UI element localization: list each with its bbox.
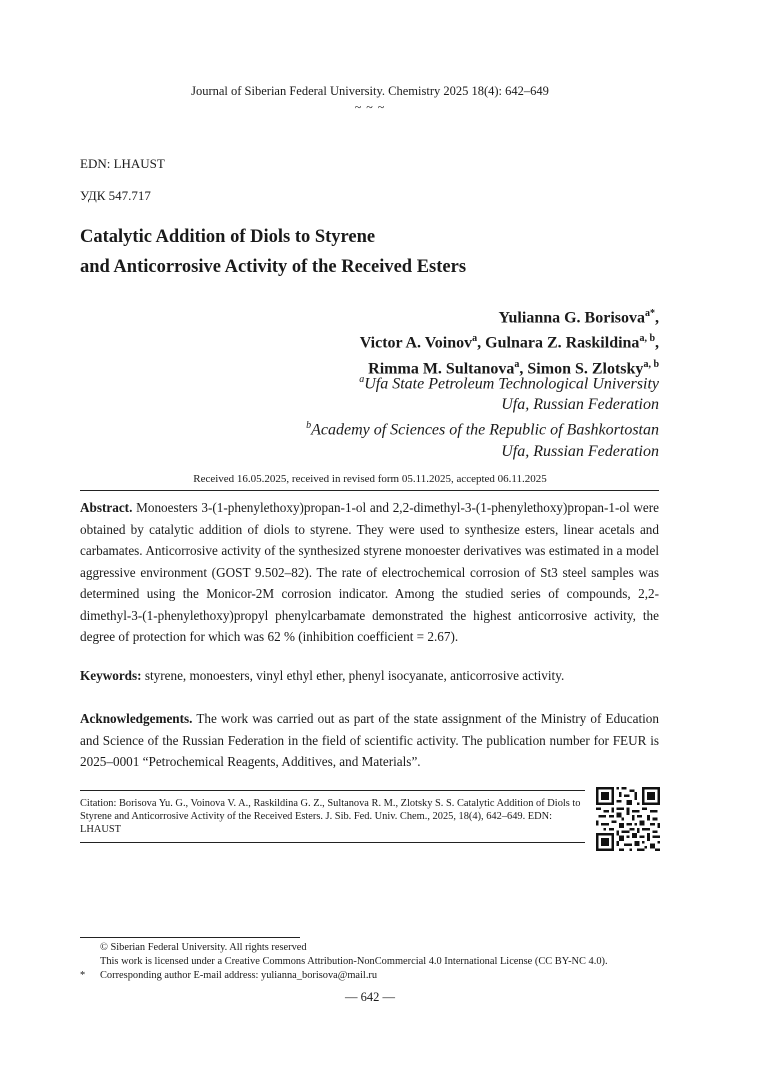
affiliation-mark: b (306, 420, 312, 432)
received-dates: Received 16.05.2025, received in revised form 05.11.2025, accepted 06.11.2025 (193, 473, 547, 485)
abstract-text: Monoesters 3-(1-phenylethoxy)propan-1-ol and 2,2-dimethyl-3-(1-phenylethoxy)propan-1-ol were obtained by catalytic addition of diols to styrene. They were used to synthesize esters, linear acetals and carbamates. Anticorrosive activity of the synthesized styrene monoester derivatives was estimated in a model aggressive environment (GOST 9.502–82). The rate of electrochemical corrosion of St3 steel samples was determined using the Monicor-2M corrosion indicator. Among the studied series of compounds, 2,2-dimethyl-3-(1-phenylethoxy)propyl phenylcarbamate demonstrated the highest anticorrosive activity, the degree of protection for which was 62 % (inhibition coefficient = 2.67). (80, 500, 660, 644)
abstract (80, 497, 659, 648)
author-affiliation-mark: a, b (639, 333, 655, 345)
abstract-label: Abstract. (80, 500, 133, 515)
article-title-line-2: and Anticorrosive Activity of the Received Esters (80, 257, 467, 277)
author-name: Rimma M. Sultanova (368, 359, 515, 377)
affiliation-mark: a (359, 374, 365, 385)
affiliation-place: Ufa, Russian Federation (501, 442, 659, 460)
author-affiliation-mark: a (514, 358, 520, 370)
affiliation-organization: Academy of Sciences of the Republic of Bashkortostan (311, 421, 659, 439)
author-affiliation-mark: a, b (643, 358, 659, 370)
keywords-text: styrene, monoesters, vinyl ethyl ether, phenyl isocyanate, anticorrosive activity. (144, 668, 565, 683)
acknowledgements-text: The work was carried out as part of the state assignment of the Ministry of Education and Science of the Russian Federation in the field of scientific activity. The publication number for FEUR is 2025–0001 “Petrochemical Reagents, Additives, and Materials”. (80, 711, 659, 769)
page-number: — 642 — (345, 990, 395, 1004)
acknowledgements (80, 708, 659, 773)
author-name: Gulnara Z. Raskildina (485, 334, 640, 352)
article-title-line-1: Catalytic Addition of Diols to Styrene (80, 227, 376, 247)
author-affiliation-mark: a* (645, 308, 655, 319)
affiliation-place: Ufa, Russian Federation (501, 396, 659, 414)
divider (80, 790, 585, 791)
journal-header: Journal of Siberian Federal University. Chemistry 2025 18(4): 642–649 (191, 84, 549, 98)
corresponding-author-note: Corresponding author E-mail address: yulianna_borisova@mail.ru (100, 970, 378, 981)
author-affiliation-mark: a (472, 333, 478, 345)
author-name: Simon S. Zlotsky (527, 359, 644, 377)
author-list: Yulianna G. Borisova$^{a*}$, Victor A. Voinov$^a$, Gulnara Z. Raskildina$^{a, b}$, Rimma M. Sultanova$^a$, Simon S. Zlotsky$^{a, b}$ (359, 308, 659, 377)
affiliation-list (306, 369, 659, 462)
keywords (80, 665, 659, 687)
footnote-mark: * (80, 970, 86, 981)
footnotes (80, 941, 608, 983)
footnote-divider (80, 937, 300, 938)
acknowledgements-label: Acknowledgements. (80, 711, 193, 726)
author-name: Victor A. Voinov (359, 334, 473, 352)
udk-code: УДК 547.717 (80, 188, 151, 203)
article-title (80, 222, 466, 282)
citation: Citation: Borisova Yu. G., Voinova V. A., Raskildina G. Z., Sultanova R. M., Zlotsky S. S. Catalytic Addition of Diols to Styrene and Anticorrosive Activity of the Received Esters. J. Sib. Fed. Univ. Chem., 2025, 18(4), 642–649. EDN: LHAUST (80, 798, 581, 836)
affiliation-organization: Ufa State Petroleum Technological University (364, 375, 659, 393)
header-separator: ~ ~ ~ (354, 100, 386, 114)
keywords-label: Keywords: (80, 668, 142, 683)
edn-code: EDN: LHAUST (80, 156, 165, 171)
license-note: This work is licensed under a Creative Commons Attribution-NonCommercial 4.0 International License (CC BY-NC 4.0). (100, 956, 608, 967)
author-name: Yulianna G. Borisova (498, 309, 645, 327)
divider (80, 842, 585, 843)
copyright-note: © Siberian Federal University. All rights reserved (100, 942, 307, 953)
divider (80, 490, 659, 491)
qr-code[interactable] (596, 787, 660, 851)
